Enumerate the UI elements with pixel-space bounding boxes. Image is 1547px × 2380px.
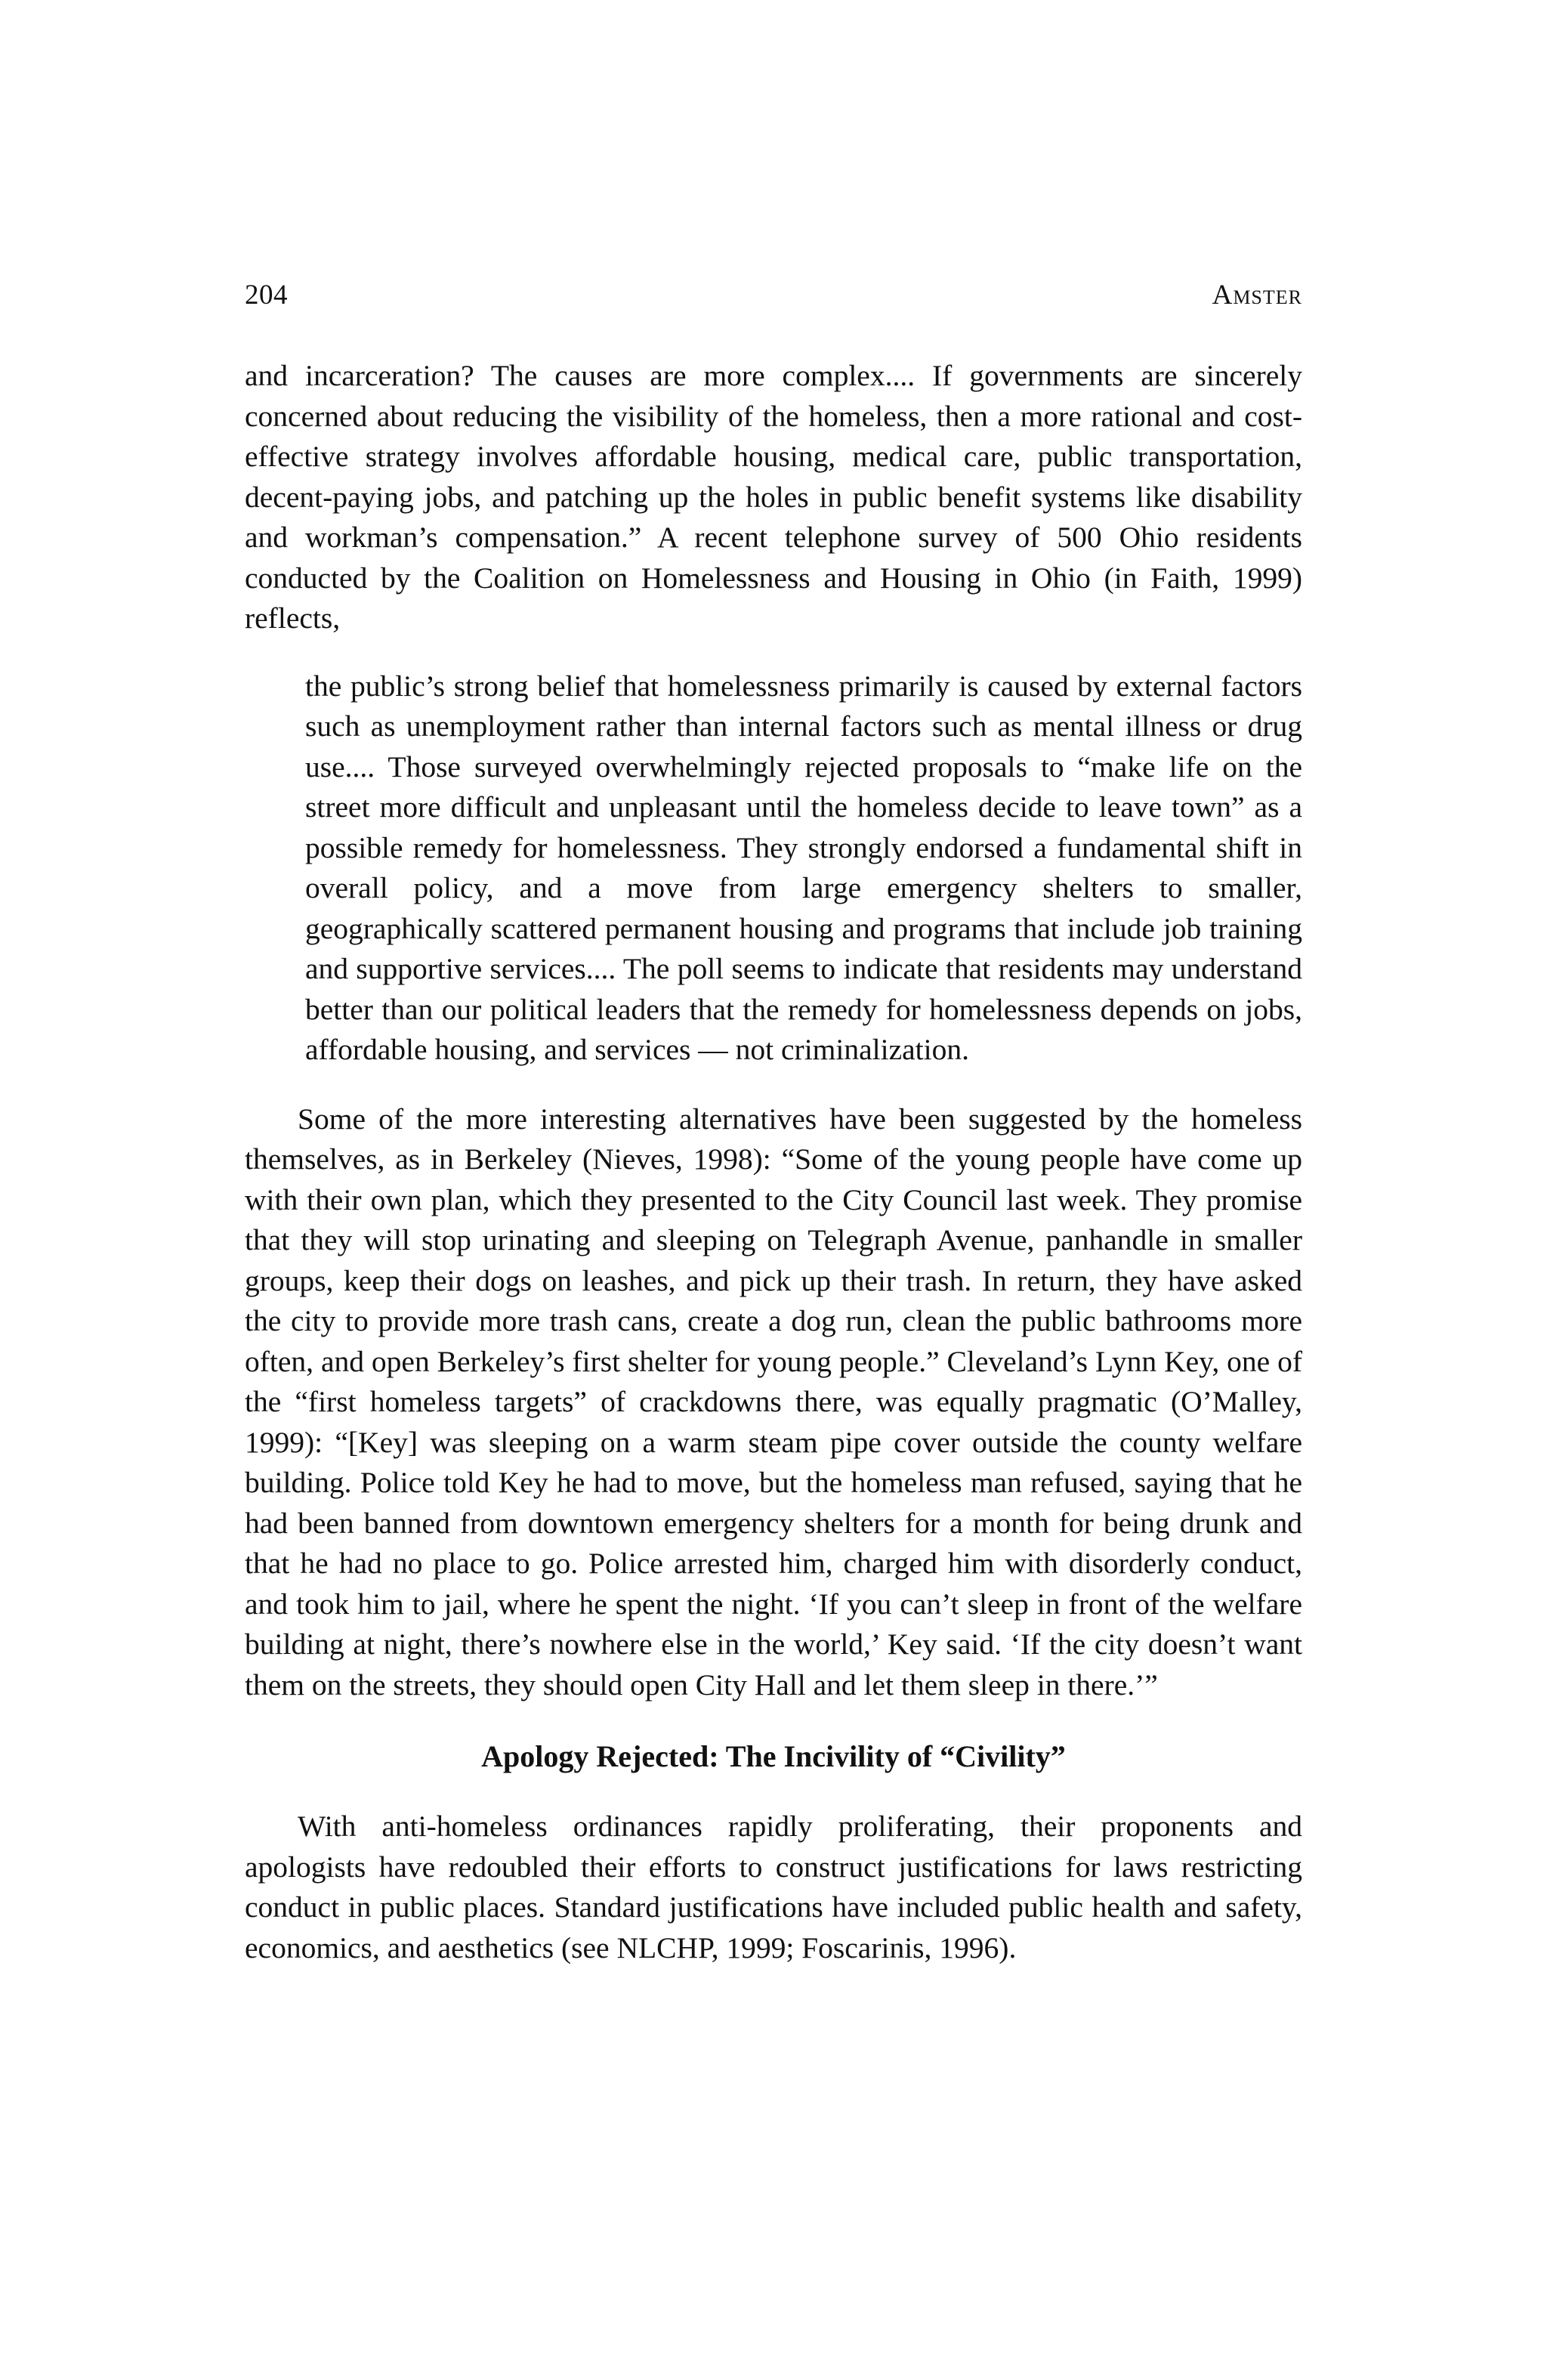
paragraph-continuation: and incarceration? The causes are more complex.... If governments are sincerely concerned about reducing the visibility of the homeless, then a more rational and cost-effective strategy involves affordable housing, medical care, public transportation, decent-paying jobs, and patching up the holes in public benefit systems like disability and workman’s compensation.” A recent telephone survey of 500 Ohio residents conducted by the Coalition on Homelessness and Housing in Ohio (in Faith, 1999) reflects, xyxy=(245,359,1302,635)
page-number: 204 xyxy=(245,280,288,311)
page xyxy=(245,281,1302,1968)
block-quote-text: the public’s strong belief that homelessness primarily is caused by external factors such as unemployment rather than internal factors such as mental illness or drug use.... Those surveyed overwhelmingly rejected proposals to “make life on the street more difficult and unpleasant until the homeless decide to leave town” as a possible remedy for homelessness. They strongly endorsed a fundamental shift in overall policy, and a move from large emergency shelters to smaller, geographically scattered permanent housing and programs that include job training and supportive services.... The poll seems to indicate that residents may understand better than our political leaders that the remedy for homelessness depends on jobs, affordable housing, and services — not criminalization. xyxy=(305,669,1302,1066)
paragraph-ordinances: With anti-homeless ordinances rapidly proliferating, their proponents and apologists have redoubled their efforts to construct justifications for laws restricting conduct in public places. Standard justifications have included public health and safety, economics, and aesthetics (see NLCHP, 1999; Foscarinis, 1996). xyxy=(245,1810,1302,1964)
running-head-author: Amster xyxy=(1212,280,1302,311)
section-heading: Apology Rejected: The Incivility of “Civility” xyxy=(481,1739,1066,1773)
block-quote xyxy=(305,666,1302,1071)
paragraph-alternatives: Some of the more interesting alternatives have been suggested by the homeless themselves, as in Berkeley (Nieves, 1998): “Some of the young people have come up with their own plan, which they presented to the City Council last week. They promise that they will stop urinating and sleeping on Telegraph Avenue, panhandle in smaller groups, keep their dogs on leashes, and pick up their trash. In return, they have asked the city to provide more trash cans, create a dog run, clean the public bathrooms more often, and open Berkeley’s first shelter for young people.” Cleveland’s Lynn Key, one of the “first homeless targets” of crackdowns there, was equally pragmatic (O’Malley, 1999): “[Key] was sleeping on a warm steam pipe cover outside the county welfare building. Police told Key he had to move, but the homeless man refused, saying that he had been banned from downtown emergency shelters for a month for being drunk and that he had no place to go. Police arrested him, charged him with disorderly conduct, and took him to jail, where he spent the night. ‘If you can’t sleep in front of the welfare building at night, there’s nowhere else in the world,’ Key said. ‘If the city doesn’t want them on the streets, they should open City Hall and let them sleep in there.’” xyxy=(245,1102,1302,1702)
running-head xyxy=(245,281,1302,309)
